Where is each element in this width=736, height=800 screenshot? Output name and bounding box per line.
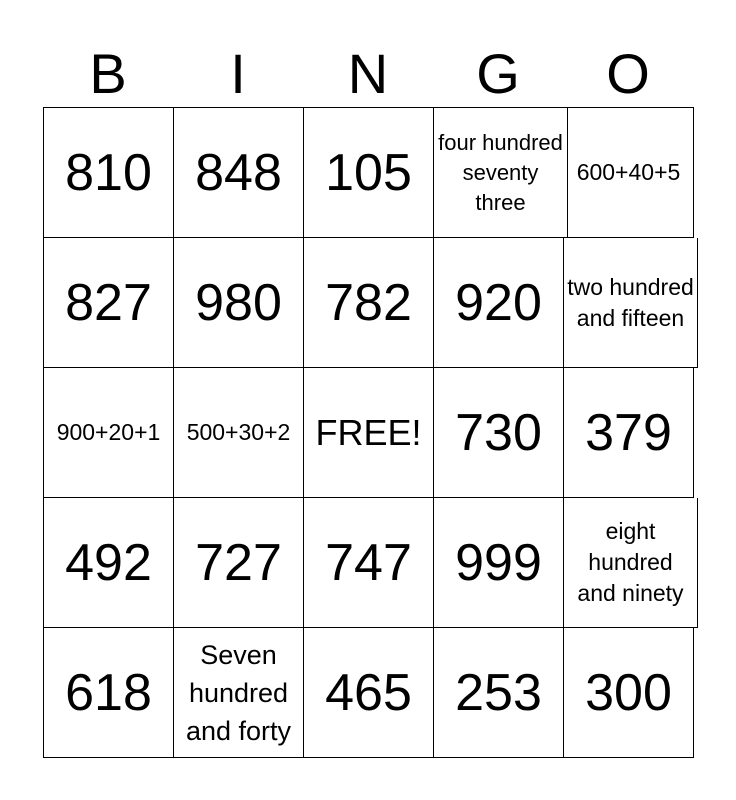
bingo-cell-r4c5[interactable]: eight hundred and ninety — [564, 498, 698, 628]
bingo-cell-r1c2[interactable]: 848 — [174, 108, 304, 238]
free-space-cell[interactable]: FREE! — [304, 368, 434, 498]
bingo-cell-r2c3[interactable]: 782 — [304, 238, 434, 368]
bingo-cell-r4c1[interactable]: 492 — [44, 498, 174, 628]
bingo-cell-r2c5[interactable]: two hundred and fifteen — [564, 238, 698, 368]
header-letter-g: G — [476, 42, 520, 105]
header-letter-o: O — [606, 42, 650, 105]
bingo-cell-r4c4[interactable]: 999 — [434, 498, 564, 628]
bingo-cell-r1c4[interactable]: four hundred seventy three — [434, 108, 568, 238]
bingo-cell-r1c1[interactable]: 810 — [44, 108, 174, 238]
bingo-cell-r5c5[interactable]: 300 — [564, 628, 694, 758]
bingo-cell-r3c5[interactable]: 379 — [564, 368, 694, 498]
bingo-cell-r4c3[interactable]: 747 — [304, 498, 434, 628]
bingo-cell-r2c2[interactable]: 980 — [174, 238, 304, 368]
bingo-cell-r4c2[interactable]: 727 — [174, 498, 304, 628]
bingo-cell-r3c2[interactable]: 500+30+2 — [174, 368, 304, 498]
bingo-cell-r5c1[interactable]: 618 — [44, 628, 174, 758]
bingo-cell-r1c3[interactable]: 105 — [304, 108, 434, 238]
bingo-cell-r3c4[interactable]: 730 — [434, 368, 564, 498]
bingo-header — [43, 40, 693, 108]
header-letter-b: B — [89, 42, 127, 105]
bingo-cell-r3c1[interactable]: 900+20+1 — [44, 368, 174, 498]
bingo-cell-r1c5[interactable]: 600+40+5 — [564, 108, 694, 238]
bingo-cell-r5c2[interactable]: Seven hundred and forty — [174, 628, 304, 758]
bingo-board — [43, 107, 694, 758]
bingo-cell-r5c3[interactable]: 465 — [304, 628, 434, 758]
bingo-cell-r5c4[interactable]: 253 — [434, 628, 564, 758]
header-letter-i: I — [230, 42, 246, 105]
bingo-cell-r2c4[interactable]: 920 — [434, 238, 564, 368]
header-letter-n: N — [347, 42, 389, 105]
bingo-cell-r2c1[interactable]: 827 — [44, 238, 174, 368]
